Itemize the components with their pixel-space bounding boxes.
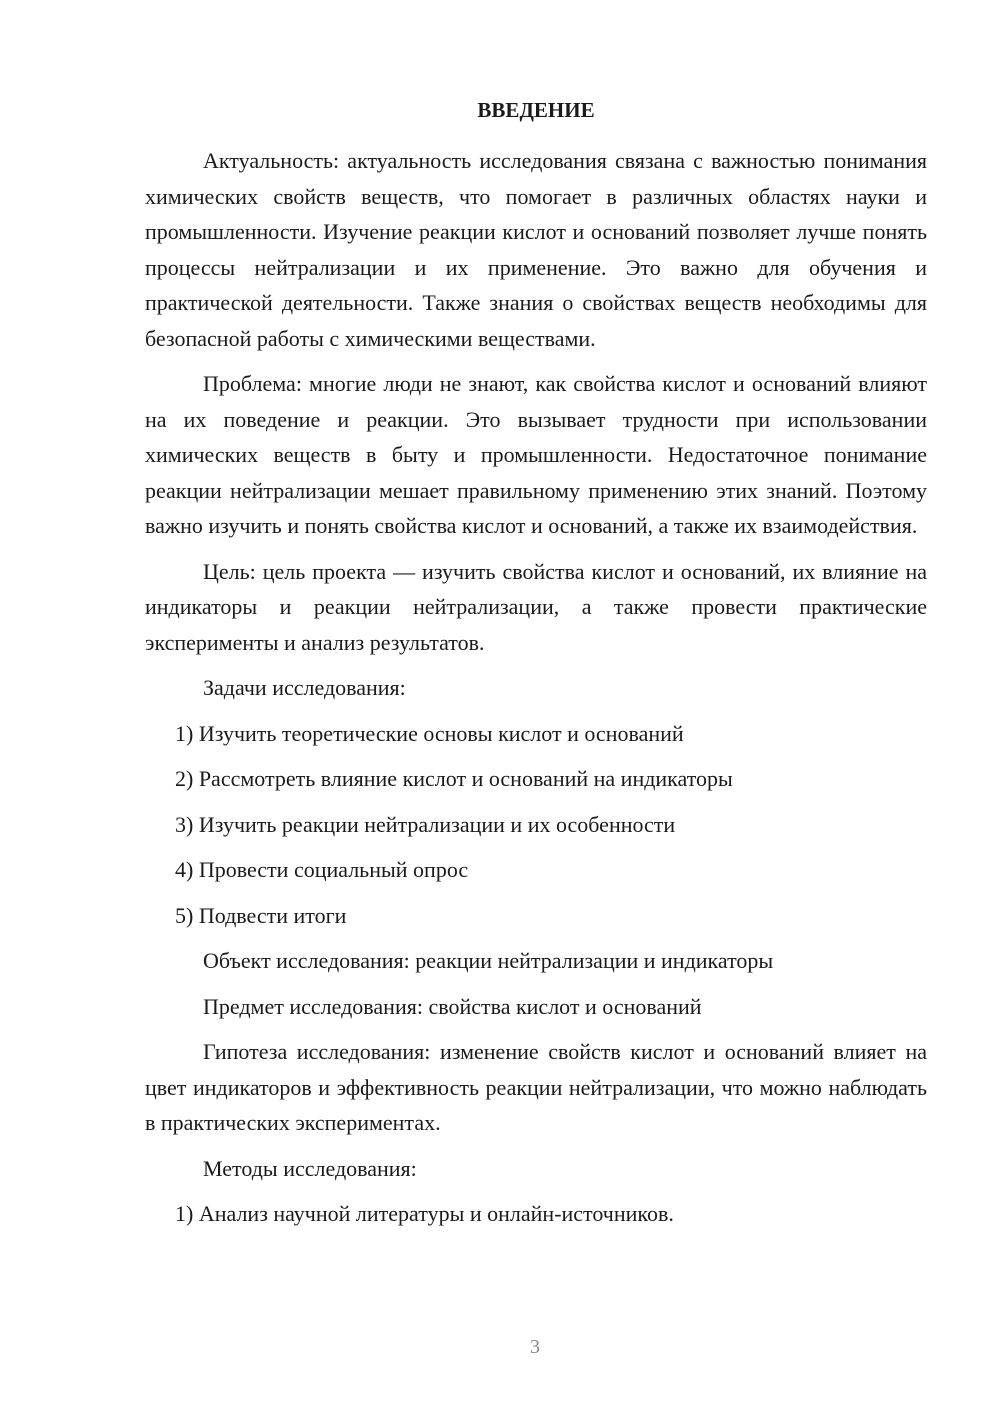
tasks-heading: Задачи исследования: bbox=[203, 675, 406, 700]
task-item: 2) Рассмотреть влияние кислот и оснований на индикаторы bbox=[175, 766, 733, 791]
method-item: 1) Анализ научной литературы и онлайн-источников. bbox=[175, 1201, 674, 1226]
task-item: 4) Провести социальный опрос bbox=[175, 857, 469, 882]
relevance-paragraph: Актуальность: актуальность исследования связана с важностью понимания химических свойств веществ, что помогает в различных областях науки и промышленности. Изучение реакции кислот и оснований позволяет лучше понять процессы нейтрализации и их применение. Это важно для обучения и практической деятельности. Также знания о свойствах веществ необходимы для безопасной работы с химическими веществами. bbox=[145, 148, 927, 351]
problem-paragraph: Проблема: многие люди не знают, как свойства кислот и оснований влияют на их поведение и реакции. Это вызывает трудности при использовании химических веществ в быту и промышленности. Недостаточное понимание реакции нейтрализации мешает правильному применению этих знаний. Поэтому важно изучить и понять свойства кислот и оснований, а также их взаимодействия. bbox=[145, 371, 927, 538]
section-title: ВВЕДЕНИЕ bbox=[477, 98, 595, 122]
subject-line: Предмет исследования: свойства кислот и оснований bbox=[203, 993, 702, 1019]
task-item: 5) Подвести итоги bbox=[175, 902, 347, 928]
page-content bbox=[145, 96, 927, 1242]
task-item: 3) Изучить реакции нейтрализации и их особенности bbox=[175, 811, 676, 837]
object-line: Объект исследования: реакции нейтрализации и индикаторы bbox=[203, 948, 774, 973]
hypothesis-paragraph: Гипотеза исследования: изменение свойств кислот и оснований влияет на цвет индикаторов и эффективность реакции нейтрализации, что можно наблюдать в практических экспериментах. bbox=[145, 1039, 927, 1135]
methods-heading: Методы исследования: bbox=[203, 1155, 417, 1181]
goal-paragraph: Цель: цель проекта — изучить свойства кислот и оснований, их влияние на индикаторы и реакции нейтрализации, а также провести практические эксперименты и анализ результатов. bbox=[145, 558, 927, 655]
page-number: 3 bbox=[530, 1336, 540, 1358]
task-item: 1) Изучить теоретические основы кислот и оснований bbox=[175, 720, 684, 746]
